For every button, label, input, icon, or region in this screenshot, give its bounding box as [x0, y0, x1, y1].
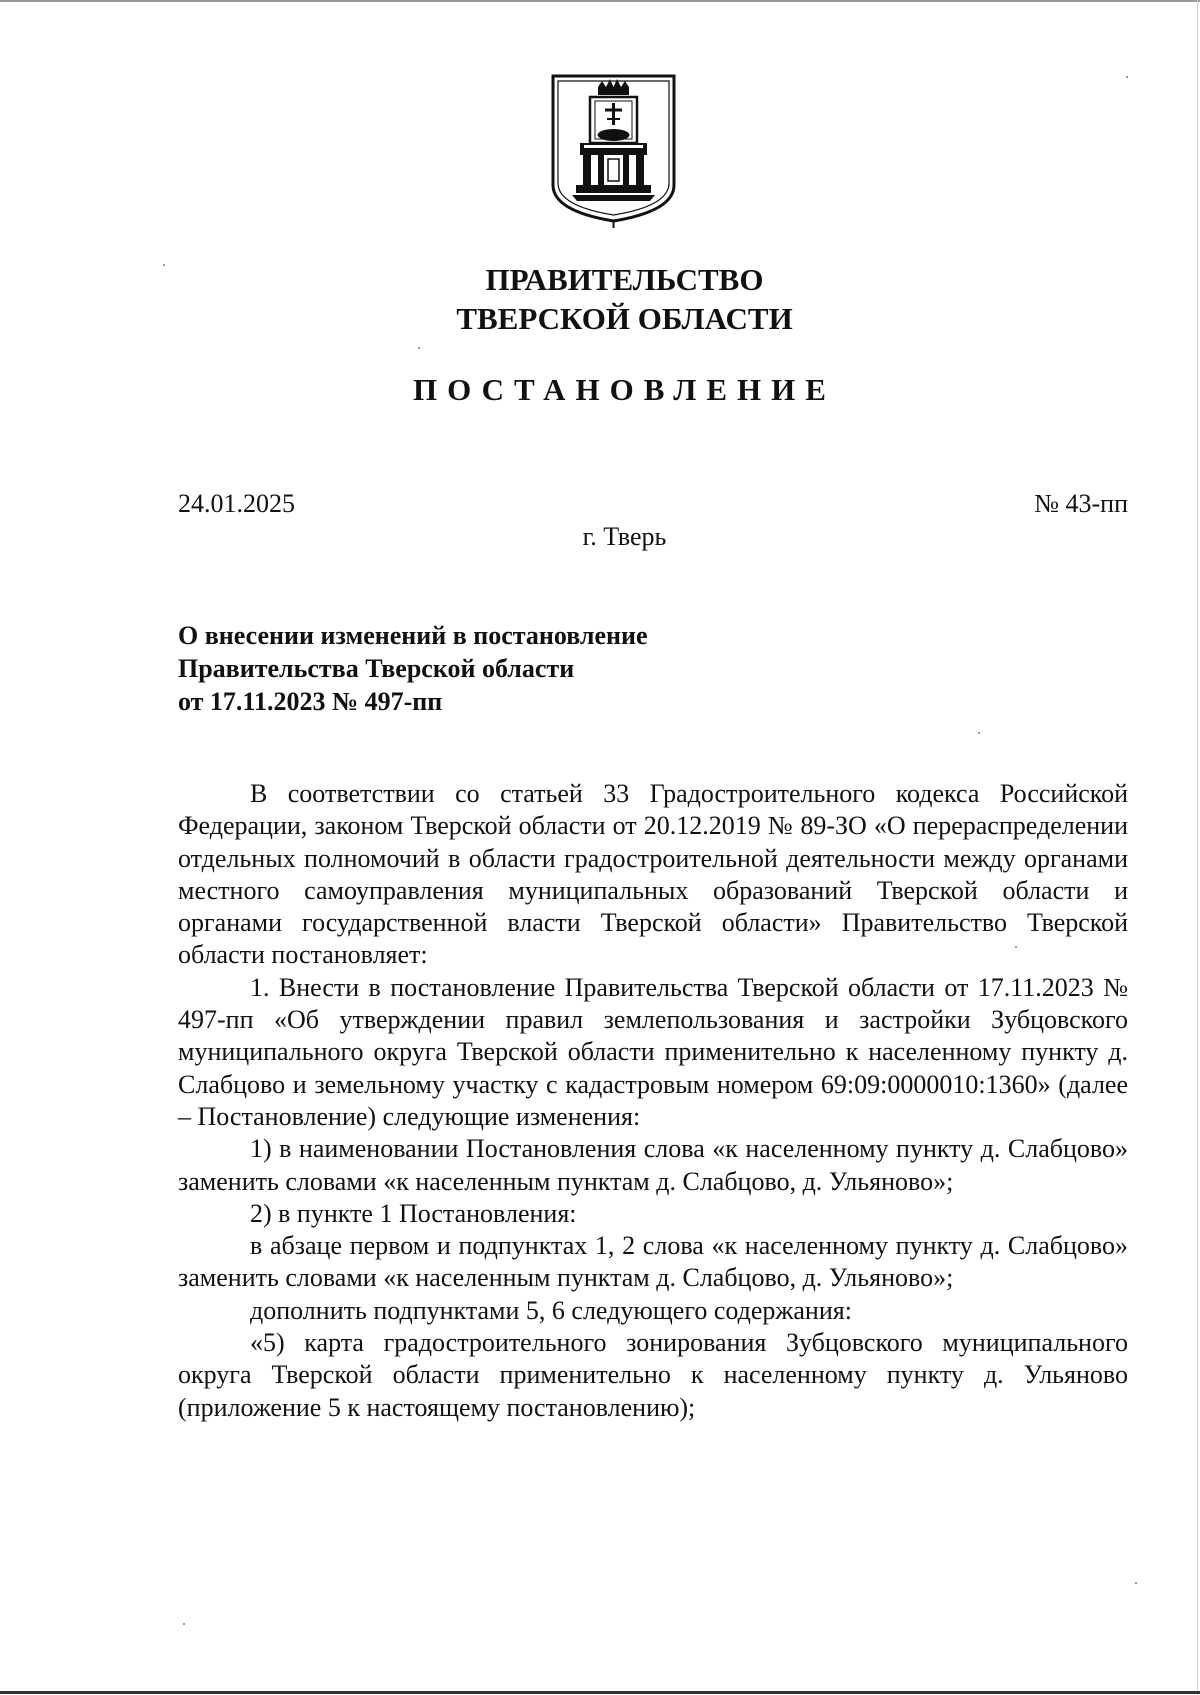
document-type: ПОСТАНОВЛЕНИЕ — [413, 372, 836, 407]
scan-top-edge — [0, 0, 1200, 2]
government-name-line2: ТВЕРСКОЙ ОБЛАСТИ — [456, 301, 793, 336]
scan-speck — [163, 264, 165, 266]
scan-speck — [1015, 946, 1017, 948]
body-paragraph: «5) карта градостроительного зонирования Зубцовского муниципального округа Тверской области применительно к населенному пункту д. Ульяново (приложение 5 к настоящему постановлению); — [178, 1328, 1128, 1422]
document-subject — [178, 619, 878, 718]
body-paragraph: 2) в пункте 1 Постановления: — [250, 1198, 577, 1228]
subject-line1: О внесении изменений в постановление — [178, 621, 648, 650]
body-paragraph: В соответствии со статьей 33 Градостроительного кодекса Российской Федерации, законом Тверской области от 20.12.2019 № 89-ЗО «О перераспределении отдельных полномочий в области градостроительной деятельности между органами местного самоуправления муниципальных образований Тверской области и органами государственной власти Тверской области» Правительство Тверской области постановляет: — [178, 779, 1128, 970]
coat-of-arms-icon — [550, 73, 677, 228]
scan-right-edge — [1197, 0, 1198, 1695]
government-name — [0, 260, 1200, 338]
scan-speck — [1126, 76, 1128, 78]
document-date: 24.01.2025 — [178, 489, 295, 518]
document-city: г. Тверь — [582, 522, 667, 551]
scan-speck — [978, 732, 980, 734]
document-body — [178, 778, 1128, 1424]
body-paragraph: в абзаце первом и подпунктах 1, 2 слова «к населенному пункту д. Слабцово» заменить словами «к населенным пунктам д. Слабцово, д. Ульяново»; — [178, 1231, 1128, 1293]
scan-bottom-edge — [0, 1691, 1200, 1694]
body-paragraph: 1. Внести в постановление Правительства Тверской области от 17.11.2023 № 497-пп «Об утверждении правил землепользования и застройки Зубцовского муниципального округа Тверской области применительно к населенному пункту д. Слабцово и земельному участку с кадастровым номером 69:09:0000010:1360» (далее – Постановление) следующие изменения: — [178, 972, 1128, 1131]
body-paragraph: дополнить подпунктами 5, 6 следующего содержания: — [250, 1295, 852, 1325]
scan-speck — [1135, 1582, 1137, 1584]
scan-speck — [418, 347, 420, 349]
subject-line2: Правительства Тверской области — [178, 654, 575, 683]
government-name-line1: ПРАВИТЕЛЬСТВО — [485, 262, 764, 297]
document-number: № 43-пп — [1034, 489, 1128, 518]
scan-speck — [183, 1623, 185, 1625]
subject-line3: от 17.11.2023 № 497-пп — [178, 687, 443, 716]
body-paragraph: 1) в наименовании Постановления слова «к населенному пункту д. Слабцово» заменить словами «к населенным пунктам д. Слабцово, д. Ульяново»; — [178, 1134, 1128, 1196]
